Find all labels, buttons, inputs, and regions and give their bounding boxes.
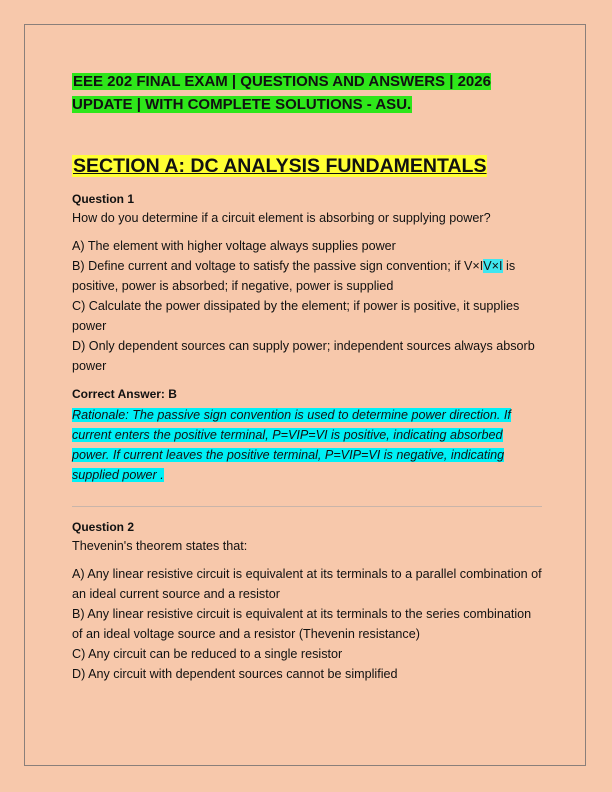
option-b: B) Define current and voltage to satisfy the passive sign convention; if V×IV×I is positive, power is absorbed; if negative, power is supplied <box>72 259 516 293</box>
option-a: A) The element with higher voltage always supplies power <box>72 239 396 253</box>
divider <box>72 506 542 507</box>
correct-answer: Correct Answer: B <box>72 387 177 401</box>
answer-options <box>72 564 542 684</box>
option-d: D) Only dependent sources can supply power; independent sources always absorb power <box>72 339 535 373</box>
answer-options <box>72 236 542 376</box>
rationale: Rationale: The passive sign convention is used to determine power direction. If current enters the positive terminal, P=VIP=VI is positive, indicating absorbed power. If current leaves the positive terminal, P=VIP=VI is negative, indicating supplied power . <box>72 408 511 482</box>
question-1 <box>72 191 542 485</box>
question-text: How do you determine if a circuit element is absorbing or supplying power? <box>72 211 491 225</box>
highlighted-expression: V×I <box>483 259 503 273</box>
option-d: D) Any circuit with dependent sources cannot be simplified <box>72 667 398 681</box>
option-c: C) Any circuit can be reduced to a single resistor <box>72 647 343 661</box>
option-b: B) Any linear resistive circuit is equivalent at its terminals to the series combination of an ideal voltage source and a resistor (Thevenin resistance) <box>72 607 532 641</box>
document-title: EEE 202 FINAL EXAM | QUESTIONS AND ANSWERS | 2026 UPDATE | WITH COMPLETE SOLUTIONS - ASU. <box>72 73 491 113</box>
question-2 <box>72 519 542 684</box>
option-a: A) Any linear resistive circuit is equivalent at its terminals to a parallel combination of an ideal current source and a resistor <box>72 567 542 601</box>
question-text: Thevenin's theorem states that: <box>72 539 248 553</box>
document-body <box>72 70 542 684</box>
question-label: Question 2 <box>72 520 135 534</box>
option-c: C) Calculate the power dissipated by the element; if power is positive, it supplies power <box>72 299 520 333</box>
question-label: Question 1 <box>72 192 135 206</box>
section-heading: SECTION A: DC ANALYSIS FUNDAMENTALS <box>73 155 487 177</box>
